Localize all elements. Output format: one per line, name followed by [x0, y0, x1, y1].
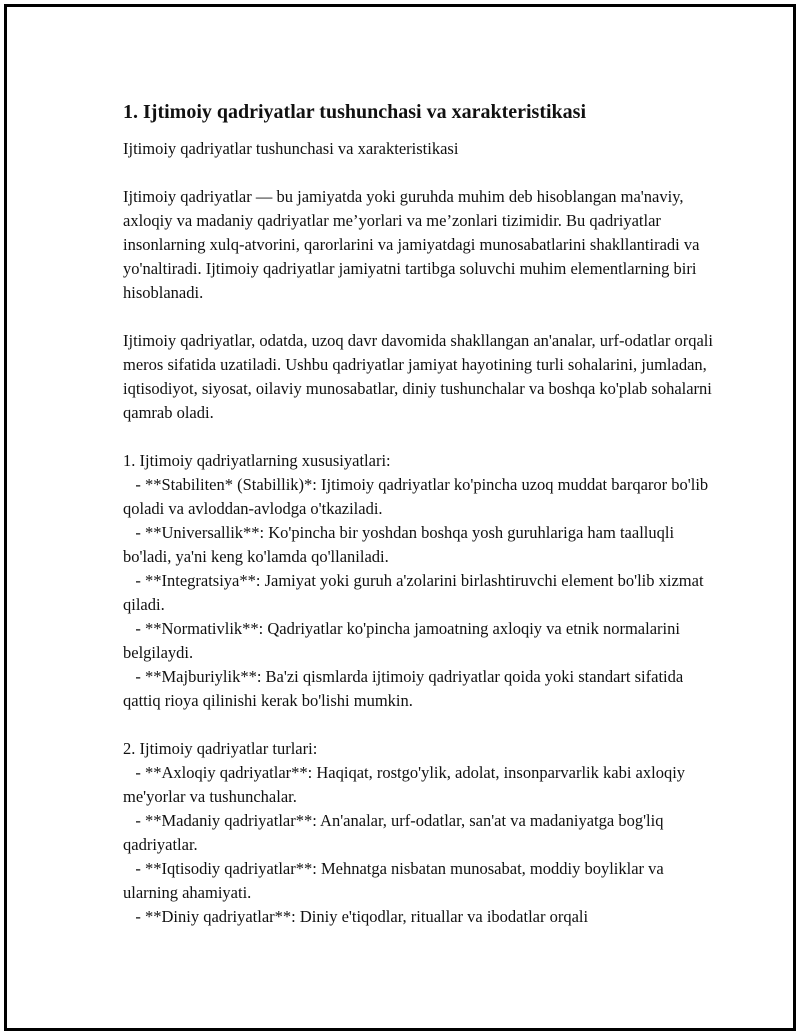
- document-subtitle: Ijtimoiy qadriyatlar tushunchasi va xarakteristikasi: [123, 139, 459, 158]
- section-title: 1. Ijtimoiy qadriyatlarning xususiyatlari:: [123, 451, 391, 470]
- section-heading: 1. Ijtimoiy qadriyatlar tushunchasi va xarakteristikasi: [123, 101, 586, 123]
- list-item: - **Axloqiy qadriyatlar**: Haqiqat, rostgo'ylik, adolat, insonparvarlik kabi axloqiy me'yorlar va tushunchalar.: [123, 763, 690, 806]
- list-item: - **Normativlik**: Qadriyatlar ko'pincha jamoatning axloqiy va etnik normalarini belgilaydi.: [123, 619, 685, 662]
- types-section: [123, 737, 713, 929]
- intro-paragraph-2: Ijtimoiy qadriyatlar, odatda, uzoq davr davomida shakllangan an'analar, urf-odatlar orqali meros sifatida uzatiladi. Ushbu qadriyatlar jamiyat hayotining turli sohalarini, jumladan, iqtisodiyot, siyosat, oilaviy munosabatlar, diniy tushunchalar va boshqa ko'plab sohalarni qamrab oladi.: [123, 331, 713, 422]
- document-body: [123, 99, 713, 953]
- section-title: 2. Ijtimoiy qadriyatlar turlari:: [123, 739, 318, 758]
- page-frame: [4, 4, 796, 1031]
- list-item: - **Integratsiya**: Jamiyat yoki guruh a'zolarini birlashtiruvchi element bo'lib xizmat qiladi.: [123, 571, 708, 614]
- list-item: - **Majburiylik**: Ba'zi qismlarda ijtimoiy qadriyatlar qoida yoki standart sifatida qattiq rioya qilinishi kerak bo'lishi mumkin.: [123, 667, 688, 710]
- characteristics-section: [123, 449, 713, 713]
- list-item: - **Diniy qadriyatlar**: Diniy e'tiqodlar, rituallar va ibodatlar orqali: [123, 907, 589, 926]
- list-item: - **Stabiliten* (Stabillik)*: Ijtimoiy qadriyatlar ko'pincha uzoq muddat barqaror bo'lib qoladi va avloddan-avlodga o'tkaziladi.: [123, 475, 713, 518]
- list-item: - **Iqtisodiy qadriyatlar**: Mehnatga nisbatan munosabat, moddiy boyliklar va ularning ahamiyati.: [123, 859, 668, 902]
- list-item: - **Madaniy qadriyatlar**: An'analar, urf-odatlar, san'at va madaniyatga bog'liq qadriyatlar.: [123, 811, 668, 854]
- list-item: - **Universallik**: Ko'pincha bir yoshdan boshqa yosh guruhlariga ham taalluqli bo'ladi, ya'ni keng ko'lamda qo'llaniladi.: [123, 523, 679, 566]
- intro-paragraph-1: Ijtimoiy qadriyatlar — bu jamiyatda yoki guruhda muhim deb hisoblangan ma'naviy, axloqiy va madaniy qadriyatlar me’yorlari va me’zonlari tizimidir. Bu qadriyatlar insonlarning xulq-atvorini, qarorlarini va jamiyatdagi munosabatlarini shakllantiradi va yo'naltiradi. Ijtimoiy qadriyatlar jamiyatni tartibga soluvchi muhim elementlarning biri hisoblanadi.: [123, 187, 700, 302]
